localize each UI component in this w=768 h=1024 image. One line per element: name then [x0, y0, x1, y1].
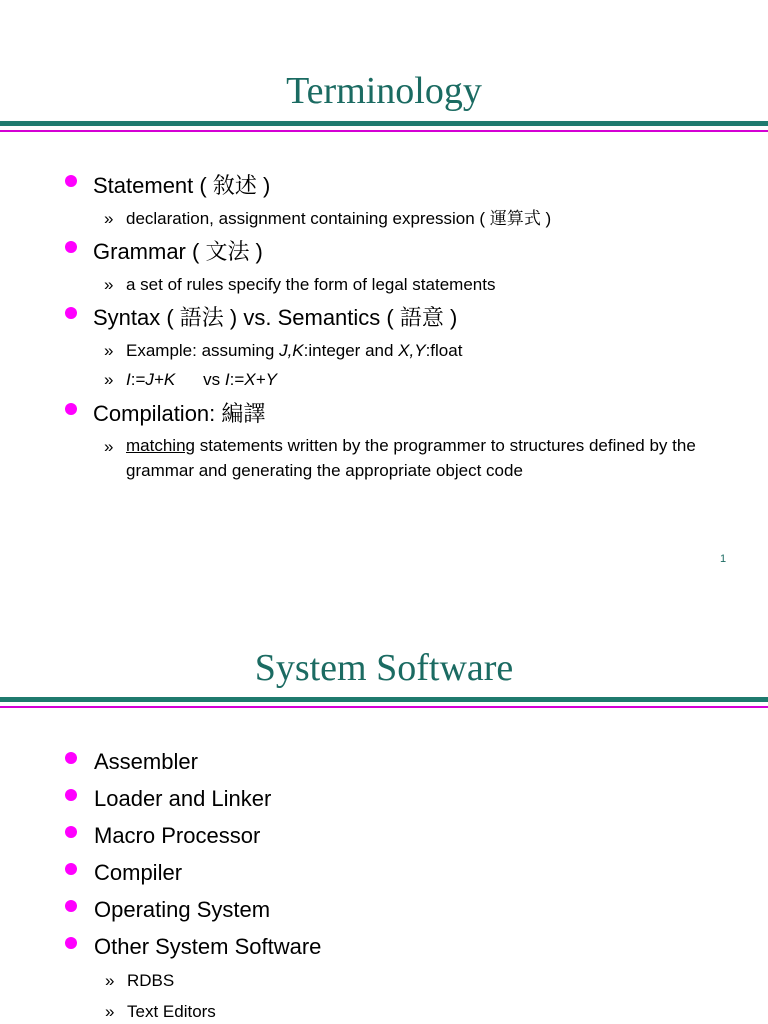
bullet-dot: [65, 752, 77, 764]
bullet-dot: [65, 863, 77, 875]
bullet-dot: [65, 937, 77, 949]
bullet-dot: [65, 826, 77, 838]
bullet-item-syntax-semantics: Syntax ( 語法 ) vs. Semantics ( 語意 ): [93, 305, 458, 330]
sub-item-compilation-desc: [126, 433, 706, 483]
title-rule-thick: [0, 697, 768, 702]
bullet-item-other-system-software: Other System Software: [94, 934, 322, 959]
example-text: Example: assuming: [126, 341, 280, 360]
sub-bullet-marker: »: [104, 341, 114, 360]
sub-bullet-marker: »: [104, 275, 114, 294]
title-rule-thin: [0, 130, 768, 132]
bullet-dot: [65, 307, 77, 319]
example-text: :integer and: [303, 341, 399, 360]
sub-item-grammar-desc: a set of rules specify the form of legal statements: [126, 275, 496, 294]
bullet-dot: [65, 241, 77, 253]
bullet-item-compilation: Compilation: 編譯: [93, 401, 266, 426]
expr-rhs: J+K: [145, 370, 176, 389]
bullet-item-assembler: Assembler: [94, 749, 198, 774]
bullet-item-operating-system: Operating System: [94, 897, 271, 922]
expr-var: I: [224, 370, 230, 389]
expr-rhs: X+Y: [244, 370, 277, 389]
bullet-item-grammar: Grammar ( 文法 ): [93, 239, 263, 264]
bullet-dot: [65, 900, 77, 912]
sub-item-expression: [126, 371, 277, 388]
sub-bullet-marker: »: [104, 209, 114, 228]
slide-title: System Software: [254, 647, 514, 689]
example-text: :float: [425, 341, 463, 360]
page-number: 1: [720, 553, 727, 565]
expr-op: :=: [229, 370, 245, 389]
bullet-item-loader-linker: Loader and Linker: [94, 786, 272, 811]
example-vars-jk: J,K: [279, 341, 304, 360]
title-rule-thin: [0, 706, 768, 708]
bullet-dot: [65, 403, 77, 415]
sub-item-text-editors: Text Editors: [127, 1002, 216, 1021]
expr-var: I: [126, 370, 131, 389]
sub-item-statement-desc: declaration, assignment containing expression ( 運算式 ): [126, 209, 552, 228]
sub-item-example: [126, 342, 462, 359]
underlined-term-matching: matching: [126, 436, 195, 455]
compilation-desc-text: statements written by the programmer to structures defined by the grammar and generating the appropriate object code: [126, 436, 696, 480]
sub-item-rdbs: RDBS: [127, 971, 175, 990]
slide-system-software: [0, 600, 768, 1024]
bullet-dot: [65, 175, 77, 187]
sub-bullet-marker: »: [104, 370, 114, 389]
bullet-dot: [65, 789, 77, 801]
slide-title: Terminology: [286, 70, 482, 112]
expr-op: :=: [130, 370, 146, 389]
bullet-item-statement: Statement ( 敘述 ): [93, 173, 271, 198]
expr-vs: vs: [203, 370, 225, 389]
bullet-item-compiler: Compiler: [94, 860, 183, 885]
sub-bullet-marker: »: [105, 971, 115, 990]
sub-bullet-marker: »: [104, 437, 114, 456]
bullet-item-macro-processor: Macro Processor: [94, 823, 261, 848]
title-rule-thick: [0, 121, 768, 126]
example-vars-xy: X,Y: [398, 341, 426, 360]
sub-bullet-marker: »: [105, 1002, 115, 1021]
